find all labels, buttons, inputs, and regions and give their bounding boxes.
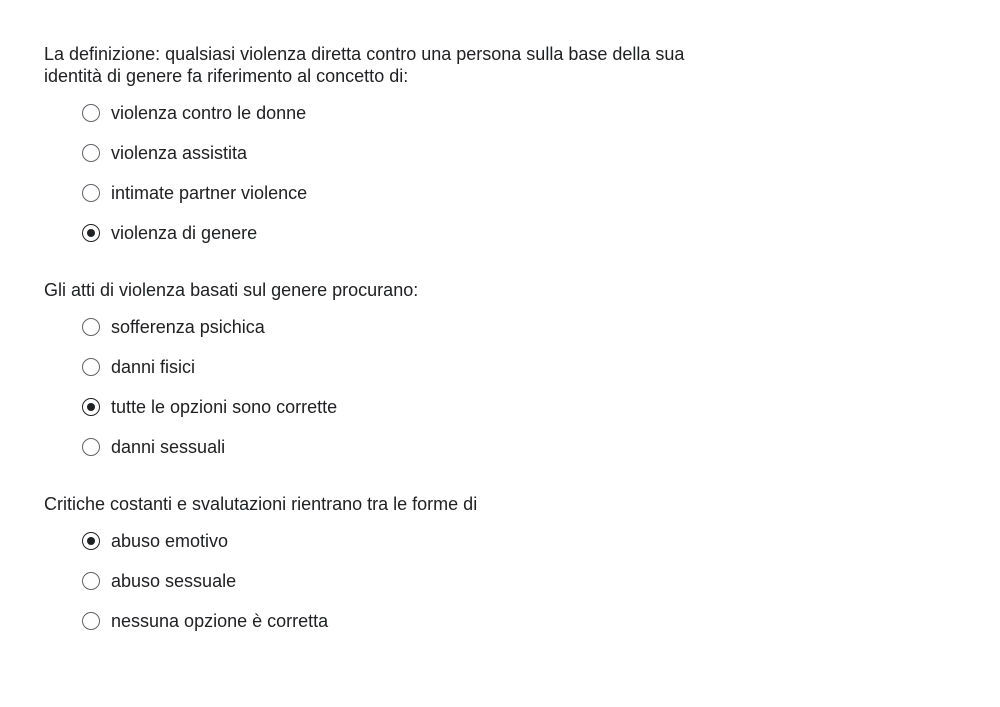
question-prompt: Gli atti di violenza basati sul genere procurano: (44, 280, 419, 300)
option-label: violenza assistita (111, 143, 248, 163)
radio-button[interactable] (82, 398, 100, 416)
options-list (44, 307, 764, 467)
option-label: tutte le opzioni sono corrette (111, 397, 338, 417)
question-1 (44, 43, 764, 253)
option-label: nessuna opzione è corretta (111, 611, 329, 631)
question-3 (44, 493, 764, 641)
option-tutte-le-opzioni-sono-corrette[interactable] (82, 387, 764, 427)
option-violenza-assistita[interactable] (82, 133, 764, 173)
option-label: danni sessuali (111, 437, 226, 457)
radio-button[interactable] (82, 358, 100, 376)
option-nessuna-opzione-e-corretta[interactable] (82, 601, 764, 641)
radio-button[interactable] (82, 572, 100, 590)
radio-button[interactable] (82, 104, 100, 122)
option-label: abuso emotivo (111, 531, 229, 551)
question-prompt: Critiche costanti e svalutazioni rientrano tra le forme di (44, 494, 478, 514)
option-label: abuso sessuale (111, 571, 237, 591)
radio-button[interactable] (82, 438, 100, 456)
radio-button[interactable] (82, 144, 100, 162)
option-violenza-di-genere[interactable] (82, 213, 764, 253)
option-sofferenza-psichica[interactable] (82, 307, 764, 347)
option-label: violenza di genere (111, 223, 258, 243)
option-intimate-partner-violence[interactable] (82, 173, 764, 213)
question-2 (44, 279, 764, 467)
option-abuso-emotivo[interactable] (82, 521, 764, 561)
option-violenza-contro-le-donne[interactable] (82, 93, 764, 133)
radio-button[interactable] (82, 532, 100, 550)
option-abuso-sessuale[interactable] (82, 561, 764, 601)
radio-button[interactable] (82, 184, 100, 202)
option-danni-sessuali[interactable] (82, 427, 764, 467)
options-list (44, 521, 764, 641)
option-danni-fisici[interactable] (82, 347, 764, 387)
radio-button[interactable] (82, 224, 100, 242)
question-prompt: La definizione: qualsiasi violenza diretta contro una persona sulla base della sua identità di genere fa riferimento al concetto di: (44, 44, 685, 86)
quiz-form (44, 43, 764, 641)
options-list (44, 93, 764, 253)
radio-button[interactable] (82, 318, 100, 336)
option-label: danni fisici (111, 357, 196, 377)
option-label: violenza contro le donne (111, 103, 307, 123)
option-label: sofferenza psichica (111, 317, 265, 337)
radio-button[interactable] (82, 612, 100, 630)
option-label: intimate partner violence (111, 183, 308, 203)
